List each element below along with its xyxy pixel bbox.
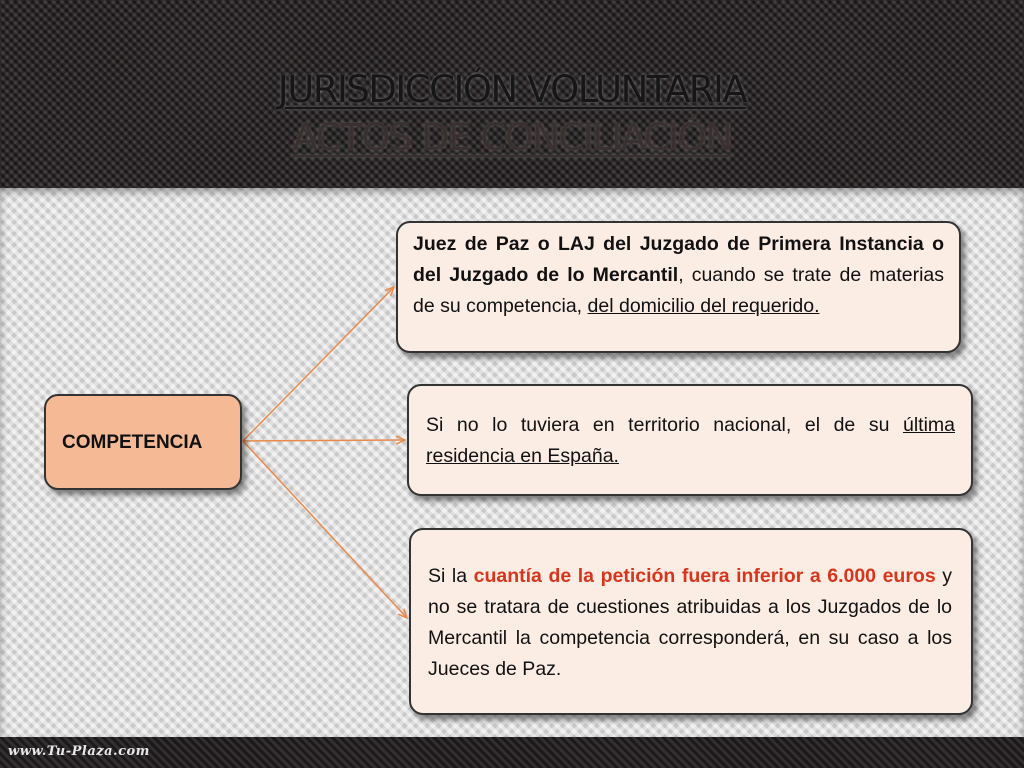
- box1-underlined-text: del domicilio del requerido.: [587, 295, 820, 317]
- box2-underlined-text: última residencia en España.: [426, 414, 955, 467]
- juez-paz-box: [396, 221, 961, 353]
- competencia-node: [44, 394, 242, 490]
- box1-plain-text: , cuando se trate de materias de su competencia,: [413, 264, 945, 317]
- box3-before-text: Si la: [428, 565, 474, 587]
- territorio-box: [407, 384, 973, 496]
- cuantia-box: [409, 528, 973, 715]
- box2-plain-text: Si no lo tuviera en territorio nacional, el de su: [426, 414, 903, 436]
- box1-bold-text: Juez de Paz o LAJ del Juzgado de Primera Instancia o del Juzgado de lo Mercantil: [413, 233, 944, 286]
- slide-subtitle: ACTOS DE CONCILIACIÓN: [292, 116, 732, 159]
- box3-highlight-text: cuantía de la petición fuera inferior a 6.000 euros: [473, 565, 936, 587]
- box3-after-text: y no se tratara de cuestiones atribuidas a los Juzgados de lo Mercantil la competencia corresponderá, en su caso a los Jueces de Paz.: [428, 565, 952, 680]
- arrow-to-box3: [243, 441, 407, 618]
- arrow-to-box1: [243, 287, 394, 441]
- arrow-to-box2: [243, 440, 405, 441]
- competencia-label: COMPETENCIA: [62, 431, 203, 453]
- footer-watermark: www.Tu-Plaza.com: [8, 744, 150, 759]
- footer-band: [0, 737, 1024, 768]
- slide-title: JURISDICCIÓN VOLUNTARIA: [277, 68, 747, 111]
